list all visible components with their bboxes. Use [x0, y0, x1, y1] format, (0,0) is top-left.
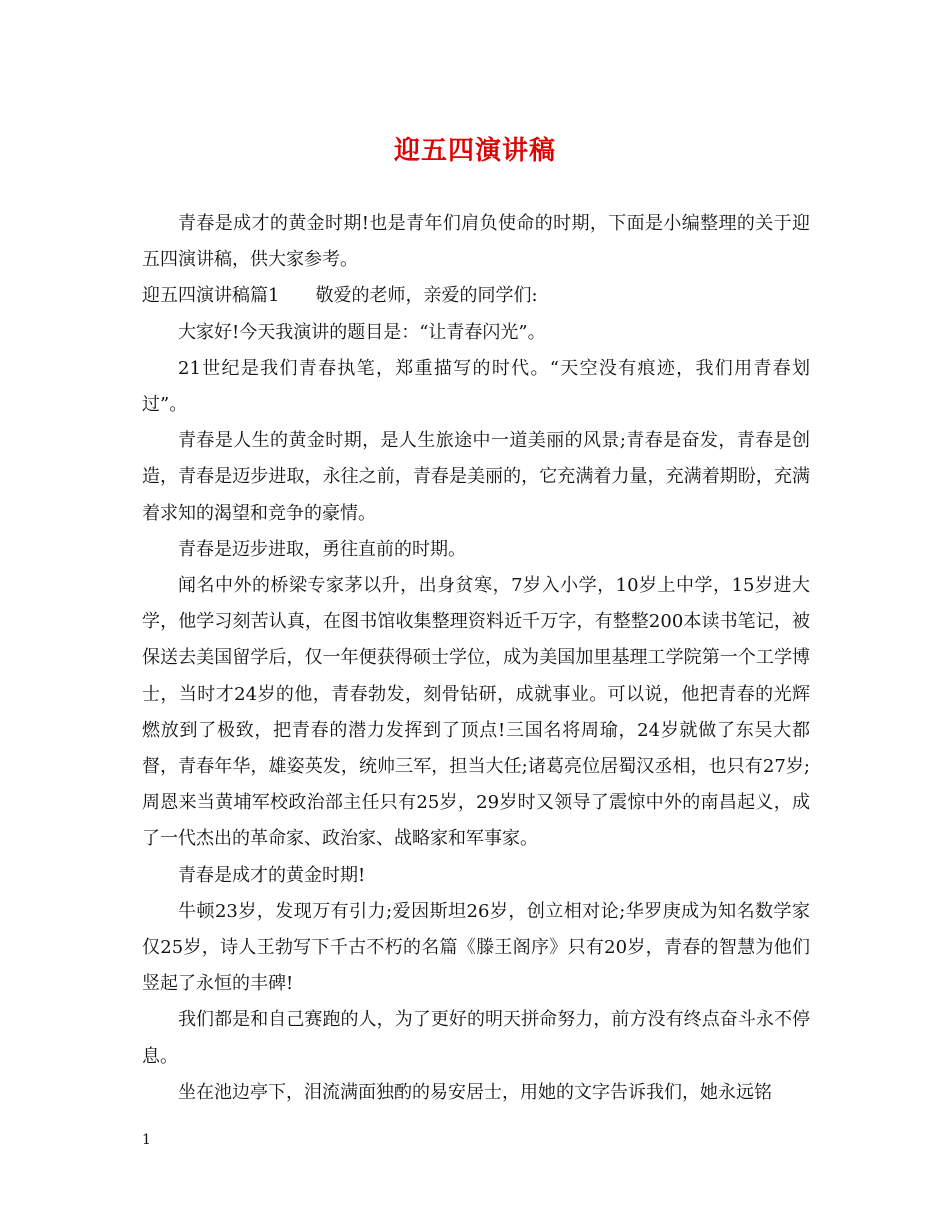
paragraph: 我们都是和自己赛跑的人，为了更好的明天拼命努力，前方没有终点奋斗永不停息。 [142, 1009, 810, 1067]
paragraph: 大家好!今天我演讲的题目是：“让青春闪光”。 [178, 321, 546, 343]
paragraph: 牛顿23岁，发现万有引力;爱因斯坦26岁，创立相对论;华罗庚成为知名数学家仅25岁，诗人王勃写下千古不朽的名篇《滕王阁序》只有20岁，青春的智慧为他们竖起了永恒的丰碑! [142, 900, 810, 995]
paragraph: 青春是成才的黄金时期! [178, 864, 366, 886]
paragraph: 21世纪是我们青春执笔，郑重描写的时代。“天空没有痕迹，我们用青春划过”。 [142, 357, 810, 416]
paragraph: 青春是迈步进取，勇往直前的时期。 [178, 538, 466, 560]
document-title: 迎五四演讲稿 [393, 136, 556, 166]
document-body [142, 206, 810, 1111]
paragraph: 坐在池边亭下，泪流满面独酌的易安居士，用她的文字告诉我们，她永远铭 [178, 1081, 772, 1103]
salutation: 敬爱的老师，亲爱的同学们: [315, 285, 538, 307]
paragraph: 青春是人生的黄金时期，是人生旅途中一道美丽的风景;青春是奋发，青春是创造，青春是迈步进取，永往之前，青春是美丽的，它充满着力量，充满着期盼，充满着求知的渴望和竞争的豪情。 [142, 430, 810, 524]
intro-paragraph: 青春是成才的黄金时期!也是青年们肩负使命的时期，下面是小编整理的关于迎五四演讲稿，供大家参考。 [142, 213, 810, 271]
section-heading-line [142, 278, 810, 314]
page-number: 1 [142, 1132, 151, 1148]
section-heading: 迎五四演讲稿篇1 [142, 285, 280, 307]
paragraph: 闻名中外的桥梁专家茅以升，出身贫寒，7岁入小学，10岁上中学，15岁进大学，他学习刻苦认真，在图书馆收集整理资料近千万字，有整整200本读书笔记，被保送去美国留学后，仅一年便获得硕士学位，成为美国加里基理工学院第一个工学博士，当时才24岁的他，青春勃发，刻骨钻研，成就事业。可以说，他把青春的光辉燃放到了极致，把青春的潜力发挥到了顶点!三国名将周瑜，24岁就做了东吴大都督，青春年华，雄姿英发，统帅三军，担当大任;诸葛亮位居蜀汉丞相，也只有27岁;周恩来当黄埔军校政治部主任只有25岁，29岁时又领导了震惊中外的南昌起义，成了一代杰出的革命家、政治家、战略家和军事家。 [142, 575, 810, 850]
